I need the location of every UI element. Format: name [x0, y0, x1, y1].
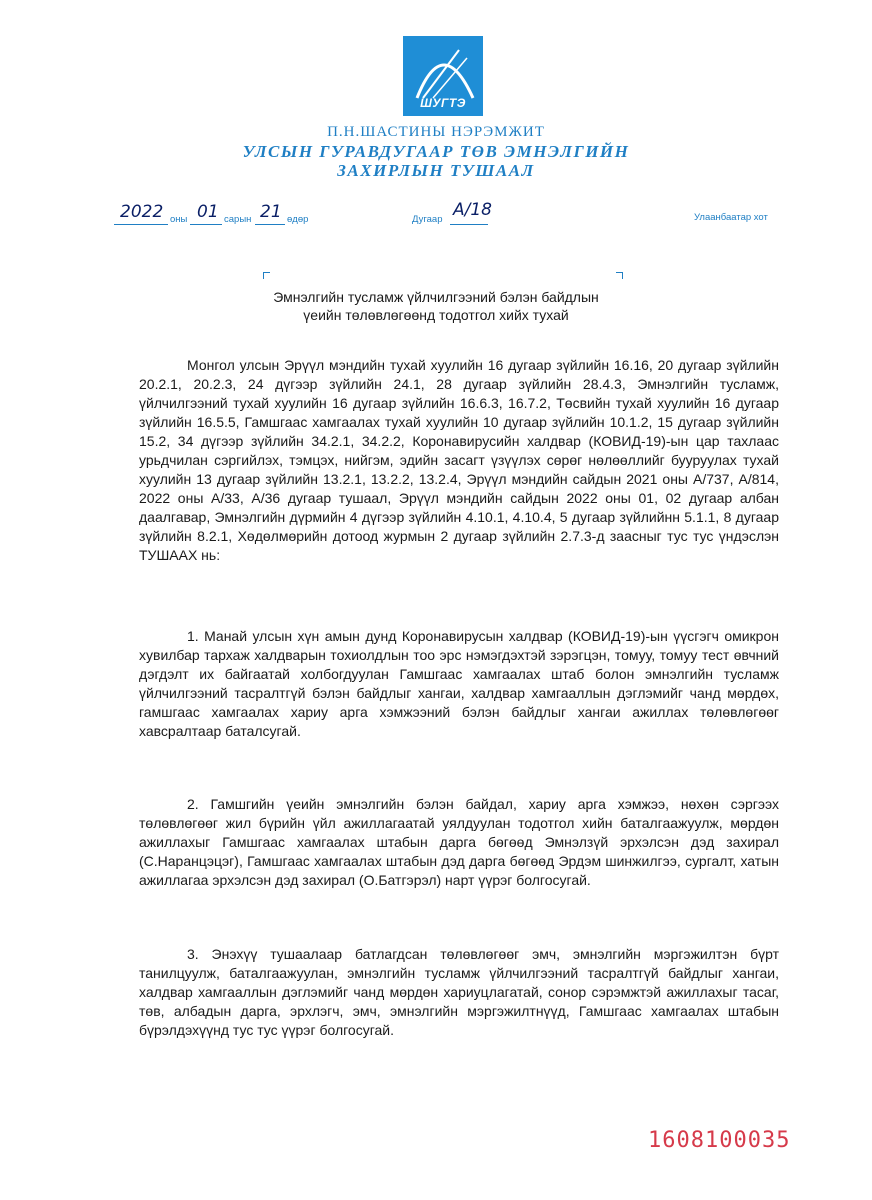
header-line-1: П.Н.ШАСТИНЫ НЭРЭМЖИТ: [327, 124, 545, 140]
logo-text: ШУГТЭ: [420, 96, 466, 110]
clause-2-paragraph: 2. Гамшгийн үеийн эмнэлгийн бэлэн байдал, хариу арга хэмжээ, нөхөн сэргээх төлөвлөгөөг жил бүрийн үйл ажиллагаатай уялдуулан тодотгол хийн баталгаажуулж, мөрдөн ажиллахыг Гамшгаас хамгаалах штабын дарга бөгөөд Эмнэлзүй эрхэлсэн дэд захирал (С.Наранцэцэг), Гамшгаас хамгаалах штабын дэд дарга бөгөөд Эрдэм шинжилгээ, сургалт, хатын ажиллагаа эрхэлсэн дэд захирал (О.Батгэрэл) нарт үүрэг болгосугай.: [139, 796, 779, 888]
month-underline: [190, 224, 222, 225]
hospital-logo: [403, 36, 483, 116]
serial-number-stamp: 1608100035: [648, 1128, 791, 1153]
city-label: Улаанбаатар хот: [694, 212, 768, 223]
subject-corner-right: [616, 272, 623, 279]
header-line-3: ЗАХИРЛЫН ТУШААЛ: [337, 161, 535, 180]
date-year-label: оны: [170, 214, 188, 225]
order-subject: [236, 288, 636, 324]
date-day-label: өдөр: [287, 214, 309, 225]
header-line-2: УЛСЫН ГУРАВДУГААР ТӨВ ЭМНЭЛГИЙН: [242, 142, 630, 161]
date-month: 01: [197, 202, 219, 222]
number-label: Дугаар: [412, 214, 443, 225]
date-year: 2022: [120, 202, 164, 222]
subject-corner-left: [263, 272, 270, 279]
clause-3-paragraph: 3. Энэхүү тушаалаар батлагдсан төлөвлөгөөг эмч, эмнэлгийн мэргэжилтэн бүрт танилцуулж, баталгаажуулан, эмнэлгийн тусламж үйлчилгээний тасралтгүй байдлыг хангаи, халдвар хамгааллын дэглэмийг чанд мөрдөн хариуцлагатай, сонор сэрэмжтэй ажиллахыг тасаг, төв, албадын дарга, эрхлэгч, эмч, эмнэлгийн мэргэжилтнүүд, Гамшгаас хамгаалах штабын бүрэлдэхүүнд тус тус үүрэг болгосугай.: [139, 946, 779, 1038]
preamble-paragraph: Монгол улсын Эрүүл мэндийн тухай хуулийн 16 дугаар зүйлийн 16.16, 20 дугаар зүйлийн 20.2.1, 20.2.3, 24 дүгээр зүйлийн 24.1, 28 дугаар зүйлийн 28.4.3, Эмнэлгийн тусламж, үйлчилгээний тухай хуулийн 16 дугаар зүйлийн 16.6.3, 16.7.2, Төсвийн тухай хуулийн 16 дугаар зүйлийн 16.5.5, Гамшгаас хамгаалах тухай хуулийн 10 дугаар зүйлийн 10.1.2, 15 дугаар зүйлийн 15.2, 34 дүгээр зүйлийн 34.2.1, 34.2.2, Коронавирусийн халдвар (КОВИД-19)-ын цар тахлаас урьдчилан сэргийлэх, тэмцэх, нийгэм, эдийн засагт үзүүлэх сөрөг нөлөөллийг бууруулах тухай хуулийн 13 дугаар зүйлийн 13.2.1, 13.2.2, 13.2.4, Эрүүл мэндийн сайдын 2021 оны А/737, А/814, 2022 оны А/33, А/36 дугаар тушаал, Эрүүл мэндийн сайдын 2022 оны 01, 02 дугаар албан даалгавар, Эмнэлгийн дүрмийн 4 дүгээр зүйлийн 4.10.1, 4.10.4, 5 дугаар зүйлийнн 5.1.1, 8 дугаар зүйлийн 8.2.1, Хөдөлмөрийн дотоод журмын 2 дугаар зүйлийн 2.7.3-д заасныг тус тус үндэслэн ТУШААХ нь:: [139, 357, 779, 563]
subject-line-2: үеийн төлөвлөгөөнд тодотгол хийх тухай: [303, 307, 569, 323]
day-underline: [255, 224, 285, 225]
subject-line-1: Эмнэлгийн тусламж үйлчилгээний бэлэн байдлын: [273, 289, 599, 305]
order-number: А/18: [453, 200, 492, 220]
date-day: 21: [260, 202, 282, 222]
number-underline: [450, 224, 488, 225]
date-month-label: сарын: [224, 214, 252, 225]
year-underline: [114, 224, 168, 225]
clause-1-paragraph: 1. Манай улсын хүн амын дунд Коронавирусын халдвар (КОВИД-19)-ын үүсгэгч омикрон хувилбар тархаж халдварын тохиолдлын тоо эрс нэмэгдэхтэй зэрэгцэн, томуу, томуу тест өвчний дэгдэлт их байгаатай холбогдуулан Гамшгаас хамгаалах штаб болон эмнэлгийн тусламж үйлчилгээний тасралтгүй бэлэн байдлыг хангаи, халдвар хамгааллын дэглэмийг чанд мөрдөх, гамшгаас хамгаалах хариу арга хэмжээний бэлэн байдлыг хангаи ажиллах төлөвлөгөөг хавсралтаар баталсугай.: [139, 628, 779, 739]
